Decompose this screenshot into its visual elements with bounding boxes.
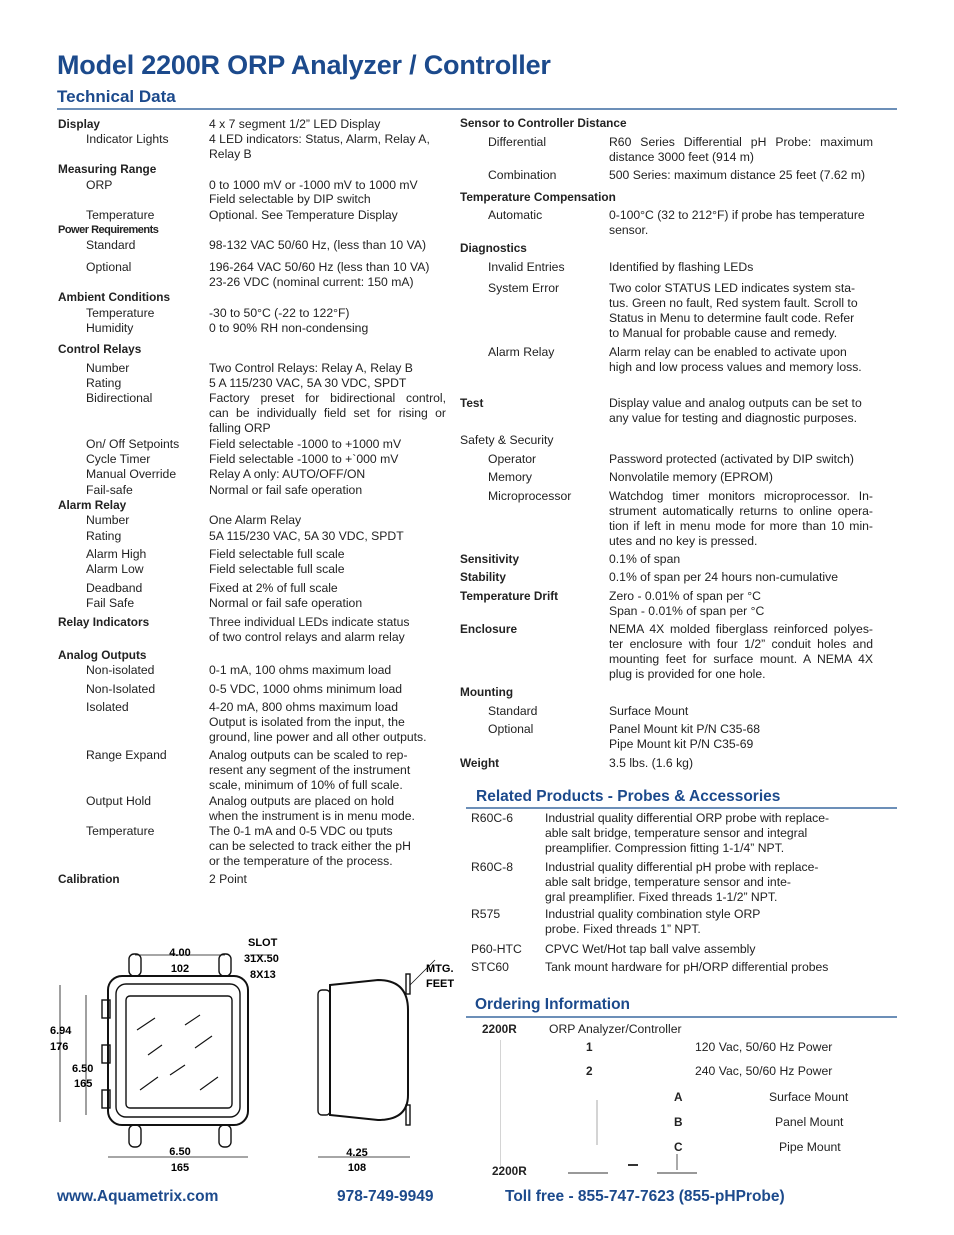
spec-value: 5A 115/230 VAC, 5A 30 VDC, SPDT [209,529,404,543]
spec-value: Display value and analog outputs can be set to [609,396,862,410]
spec-heading: Mounting [460,685,514,699]
ordering-option-desc: Panel Mount [775,1115,844,1129]
spec-label: Humidity [86,321,134,335]
product-code: R60C-8 [471,860,513,874]
ordering-option-code: 1 [586,1040,593,1054]
spec-value: Field selectable full scale [209,562,345,576]
spec-value: Two color STATUS LED indicates system sta- [609,281,856,295]
spec-label: Output Hold [86,794,152,808]
spec-value: falling ORP [209,421,271,435]
ordering-option-desc: Surface Mount [769,1090,849,1104]
spec-value: One Alarm Relay [209,513,302,527]
spec-label: Standard [86,238,136,252]
product-desc: able salt bridge, temperature sensor and integral [545,826,808,840]
product-desc: Industrial quality differential ORP probe with replace- [545,811,830,825]
spec-label: Alarm Relay [488,345,555,359]
slot-label: SLOT [248,937,278,949]
section-title-related-products: Related Products - Probes & Accessories [476,788,781,805]
spec-value: 0-100°C (32 to 212°F) if probe has temperature [609,208,865,222]
ordering-option-desc: 240 Vac, 50/60 Hz Power [695,1064,833,1078]
spec-label: Bidirectional [86,391,153,405]
mounting-foot [219,954,231,976]
spec-value: 4 x 7 segment 1/2” LED Display [209,117,381,131]
spec-value: Relay A only: AUTO/OFF/ON [209,467,366,481]
spec-label: Invalid Entries [488,260,565,274]
spec-value: Fixed at 2% of full scale [209,581,338,595]
spec-value: Two Control Relays: Relay A, Relay B [209,361,413,375]
side-mounting-foot [406,974,410,994]
spec-value: Analog outputs can be scaled to rep- [209,748,408,762]
glare-line [148,1045,162,1055]
dimensional-drawing [40,930,460,1180]
spec-value: ground, line power and all other outputs. [209,730,427,744]
spec-label: Rating [86,529,122,543]
product-desc: Industrial quality differential pH probe with replace- [545,860,819,874]
spec-label: Isolated [86,700,129,714]
spec-value: Status in Menu to determine fault code. Refer [609,311,855,325]
spec-heading: Alarm Relay [58,498,127,512]
spec-heading: Weight [460,756,500,770]
spec-value: Zero - 0.01% of span per °C [609,589,761,603]
enclosure-side-outline [330,980,408,1120]
section-title-technical-data: Technical Data [57,87,176,106]
ordering-model: 2200R [482,1022,517,1036]
section-rule [466,807,897,809]
spec-label: Automatic [488,208,543,222]
spec-value: distance 3000 feet (914 m) [609,150,754,164]
enclosure-side-lid [318,990,330,1115]
mtg-label: MTG. [426,963,454,975]
spec-value: Field selectable -1000 to +`000 mV [209,452,399,466]
spec-value: tus. Green no fault, Red system fault. Scroll to [609,296,858,310]
spec-value: The 0-1 mA and 0-5 VDC ou tputs [209,824,393,838]
page-title: Model 2200R ORP Analyzer / Controller [57,50,551,80]
product-desc: Tank mount hardware for pH/ORP differential probes [545,960,829,974]
product-code: STC60 [471,960,509,974]
spec-label: Cycle Timer [86,452,151,466]
ordering-option-desc: Pipe Mount [779,1140,841,1154]
spec-value: of two control relays and alarm relay [209,630,405,644]
spec-value: to Manual for probable cause and remedy. [609,326,838,340]
spec-value: strument automatically returns to online opera- [609,504,873,518]
spec-heading: Test [460,396,484,410]
spec-heading: Calibration [58,872,120,886]
spec-heading: Diagnostics [460,241,527,255]
spec-heading: Analog Outputs [58,648,147,662]
spec-value: 3.5 lbs. (1.6 kg) [609,756,693,770]
product-desc: CPVC Wet/Hot tap ball valve assembly [545,942,756,956]
spec-value: scale, minimum of 10% of full scale. [209,778,403,792]
spec-heading: Sensor to Controller Distance [460,116,627,130]
ordering-model-bottom: 2200R [492,1164,527,1178]
spec-label: Microprocessor [488,489,572,503]
glare-line [137,1018,155,1030]
product-code: R60C-6 [471,811,513,825]
glare-line [140,1077,158,1090]
product-code: R575 [471,907,501,921]
spec-label: Non-isolated [86,663,155,677]
spec-label: Operator [488,452,537,466]
spec-value: or the temperature of the process. [209,854,393,868]
spec-value: Output is isolated from the input, the [209,715,405,729]
enclosure-front-outline [108,976,248,1125]
mtg-label: FEET [426,978,455,990]
glare-line [170,1065,185,1075]
spec-value: 0-5 VDC, 1000 ohms minimum load [209,682,403,696]
dim-height-in: 6.94 [50,1025,72,1037]
product-desc: preamplifier. Compression fitting 1-1/4” NPT. [545,841,785,855]
spec-value: can be individually field set for rising or [209,406,446,420]
spec-heading: Display [58,117,100,131]
enclosure-window [126,996,232,1108]
spec-value: sensor. [609,223,649,237]
spec-label: Number [86,513,130,527]
spec-label: Fail-safe [86,483,133,497]
ordering-code-diagram [500,1030,710,1180]
dim-depth-mm: 108 [347,1162,367,1174]
spec-value: Analog outputs are placed on hold [209,794,394,808]
spec-value: any value for testing and diagnostic purposes. [609,411,857,425]
spec-value: 23-26 VDC (nominal current: 150 mA) [209,275,414,289]
dim-height-mm: 176 [50,1041,69,1053]
glare-line [200,1077,218,1090]
spec-value: Password protected (activated by DIP switch) [609,452,854,466]
spec-label: Optional [488,722,534,736]
spec-value: NEMA 4X molded fiberglass reinforced polyes- [609,622,873,636]
spec-value: 4 LED indicators: Status, Alarm, Relay A, [209,132,430,146]
spec-value: Span - 0.01% of span per °C [609,604,765,618]
spec-value: Panel Mount kit P/N C35-68 [609,722,761,736]
spec-heading: Temperature Compensation [460,190,616,204]
spec-value: 0.1% of span per 24 hours non-cumulative [609,570,838,584]
slot-dim: 31X.50 [244,953,279,965]
spec-label: ORP [86,178,113,192]
header-rule [57,108,897,110]
spec-value: resent any segment of the instrument [209,763,411,777]
spec-heading: Temperature Drift [460,589,559,603]
spec-value: Field selectable full scale [209,547,345,561]
spec-value: Field selectable -1000 to +1000 mV [209,437,402,451]
product-desc: Industrial quality combination style ORP [545,907,761,921]
spec-label: Memory [488,470,533,484]
ordering-option-code: C [674,1140,683,1154]
dim-width-mm: 102 [170,963,190,975]
dim-height2-mm: 165 [74,1078,93,1090]
dim-height2-in: 6.50 [72,1063,94,1075]
spec-value: when the instrument is in menu mode. [209,809,415,823]
product-desc: probe. Fixed threads 1” NPT. [545,922,701,936]
dim-width-in: 4.00 [169,947,191,959]
spec-heading: Power Requirements [58,224,159,236]
spec-value: tion if left in menu mode for more than 10 min- [609,519,873,533]
footer-tollfree: Toll free - 855-747-7623 (855-pHProbe) [505,1188,785,1205]
glare-line [195,1036,212,1048]
spec-value: 0 to 1000 mV or -1000 mV to 1000 mV [209,178,418,192]
spec-heading: Safety & Security [460,433,554,447]
spec-heading: Control Relays [58,342,142,356]
spec-value: Optional. See Temperature Display [209,208,398,222]
product-desc: able salt bridge, temperature sensor and inte- [545,875,791,889]
spec-value: ter enclosure with four 1/2” conduit holes and [609,637,873,651]
spec-value: plug is provided for one hole. [609,667,766,681]
section-rule [466,1016,897,1018]
spec-value: Three individual LEDs indicate status [209,615,410,629]
spec-value: Alarm relay can be enabled to activate upon [609,345,847,359]
enclosure-front-inner [116,984,240,1117]
spec-value: can be selected to track either the pH [209,839,411,853]
spec-label: On/ Off Setpoints [86,437,180,451]
spec-value: Identified by flashing LEDs [609,260,754,274]
spec-value: utes and no key is pressed. [609,534,758,548]
spec-value: Surface Mount [609,704,689,718]
dim-depth-in: 4.25 [346,1147,368,1159]
spec-heading: Stability [460,570,506,584]
side-mounting-foot [406,1105,410,1125]
spec-value: 98-132 VAC 50/60 Hz, (less than 10 VA) [209,238,427,252]
mounting-foot [129,1125,141,1147]
spec-value: 196-264 VAC 50/60 Hz (less than 10 VA) [209,260,430,274]
spec-label: Indicator Lights [86,132,169,146]
spec-value: Relay B [209,147,252,161]
enclosure-drawing [40,930,460,1180]
spec-label: Alarm Low [86,562,144,576]
spec-value: Nonvolatile memory (EPROM) [609,470,773,484]
ordering-option-code: 2 [586,1064,593,1078]
spec-label: Rating [86,376,122,390]
ordering-option-code: A [674,1090,683,1104]
spec-value: Field selectable by DIP switch [209,192,371,206]
spec-value: high and low process values and memory loss. [609,360,862,374]
ordering-option-desc: 120 Vac, 50/60 Hz Power [695,1040,833,1054]
spec-value: 2 Point [209,872,247,886]
spec-value: Factory preset for bidirectional control, [209,391,446,405]
spec-label: Deadband [86,581,143,595]
mounting-foot [219,1125,231,1147]
product-code: P60-HTC [471,942,522,956]
footer-phone: 978-749-9949 [337,1188,434,1205]
spec-label: Non-Isolated [86,682,156,696]
spec-heading: Enclosure [460,622,518,636]
spec-value: Pipe Mount kit P/N C35-69 [609,737,754,751]
dim-bwidth-mm: 165 [170,1162,190,1174]
spec-value: Normal or fail safe operation [209,483,363,497]
slot-dim-mm: 8X13 [250,969,276,981]
spec-value: Watchdog timer monitors microprocessor. In- [609,489,873,503]
spec-value: 500 Series: maximum distance 25 feet (7.62 m) [609,168,866,182]
product-desc: gral preamplifier. Fixed threads 1-1/2” NPT. [545,890,778,904]
glare-line [185,1015,200,1025]
spec-value: 4-20 mA, 800 ohms maximum load [209,700,398,714]
spec-label: Combination [488,168,557,182]
spec-label: Temperature [86,306,155,320]
spec-label: Range Expand [86,748,167,762]
spec-label: Number [86,361,130,375]
mounting-foot [129,954,141,976]
ordering-model-desc: ORP Analyzer/Controller [549,1022,682,1036]
spec-label: Temperature [86,208,155,222]
spec-label: Temperature [86,824,155,838]
spec-label: Alarm High [86,547,147,561]
spec-value: R60 Series Differential pH Probe: maximum [609,135,873,149]
spec-value: 5 A 115/230 VAC, 5A 30 VDC, SPDT [209,376,407,390]
spec-label: Manual Override [86,467,177,481]
spec-heading: Ambient Conditions [58,290,171,304]
dim-bwidth-in: 6.50 [169,1146,191,1158]
spec-value: 0-1 mA, 100 ohms maximum load [209,663,392,677]
spec-value: mounting feet for surface mount. A NEMA 4X [609,652,873,666]
spec-value: Normal or fail safe operation [209,596,363,610]
spec-label: Standard [488,704,538,718]
spec-heading: Relay Indicators [58,615,150,629]
spec-label: Optional [86,260,132,274]
spec-label: System Error [488,281,560,295]
spec-value: 0.1% of span [609,552,681,566]
footer-website-link[interactable]: www.Aquametrix.com [57,1188,219,1205]
spec-value: 0 to 90% RH non-condensing [209,321,369,335]
spec-heading: Measuring Range [58,162,157,176]
spec-heading: Sensitivity [460,552,520,566]
spec-label: Differential [488,135,547,149]
spec-value: -30 to 50°C (-22 to 122°F) [209,306,350,320]
spec-label: Fail Safe [86,596,135,610]
section-title-ordering: Ordering Information [475,996,630,1013]
ordering-option-code: B [674,1115,683,1129]
